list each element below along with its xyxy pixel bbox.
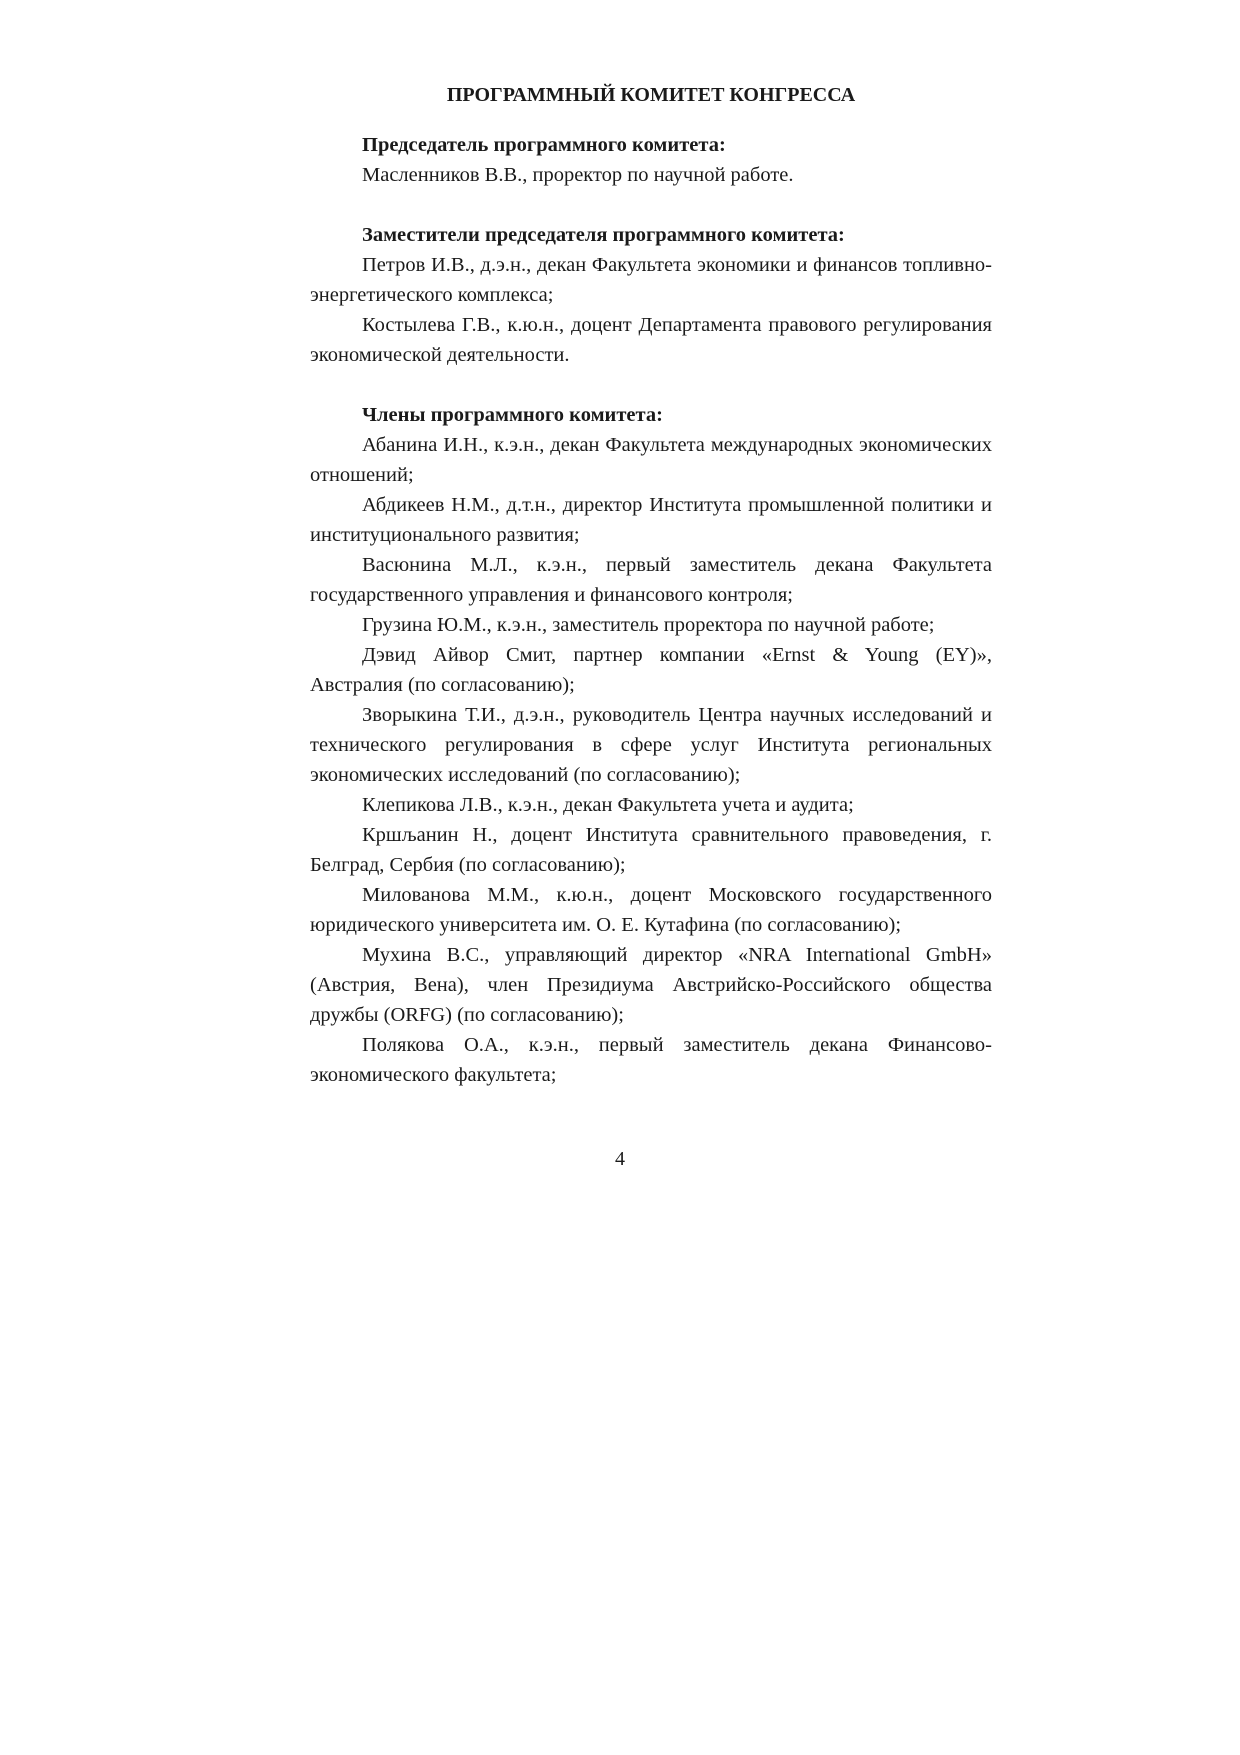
members-section [310, 400, 992, 1090]
committee-member: Мухина В.С., управляющий директор «NRA International GmbH» (Австрия, Вена), член Президиума Австрийско-Российского общества дружбы (ORFG) (по согласованию); [310, 944, 992, 1026]
committee-member: Кршљанин Н., доцент Института сравнительного правоведения, г. Белград, Сербия (по согласованию); [310, 824, 992, 876]
chair-section [310, 130, 992, 190]
deputies-section [310, 220, 992, 370]
committee-member: Полякова О.А., к.э.н., первый заместитель декана Финансово-экономического факультета; [310, 1034, 992, 1086]
committee-member: Клепикова Л.В., к.э.н., декан Факультета учета и аудита; [362, 794, 854, 816]
committee-member: Васюнина М.Л., к.э.н., первый заместитель декана Факультета государственного управления и финансового контроля; [310, 554, 992, 606]
committee-member: Милованова М.М., к.ю.н., доцент Московского государственного юридического университета им. О. Е. Кутафина (по согласованию); [310, 884, 992, 936]
committee-member: Грузина Ю.М., к.э.н., заместитель проректора по научной работе; [362, 614, 935, 636]
page-number: 4 [615, 1148, 625, 1170]
committee-member: Абанина И.Н., к.э.н., декан Факультета международных экономических отношений; [310, 434, 992, 486]
deputy-member: Петров И.В., д.э.н., декан Факультета экономики и финансов топливно-энергетического комплекса; [310, 254, 992, 306]
deputies-heading: Заместители председателя программного комитета: [362, 224, 845, 246]
spacer [310, 190, 992, 220]
deputy-member: Костылева Г.В., к.ю.н., доцент Департамента правового регулирования экономической деятельности. [310, 314, 992, 366]
page-content [310, 80, 992, 1090]
members-heading: Члены программного комитета: [362, 404, 663, 426]
committee-member: Зворыкина Т.И., д.э.н., руководитель Центра научных исследований и технического регулирования в сфере услуг Института региональных экономических исследований (по согласованию); [310, 704, 992, 786]
chair-heading: Председатель программного комитета: [362, 134, 726, 156]
committee-member: Дэвид Айвор Смит, партнер компании «Ernst & Young (EY)», Австралия (по согласованию); [310, 644, 992, 696]
spacer [310, 370, 992, 400]
chair-member: Масленников В.В., проректор по научной работе. [362, 164, 794, 186]
page-title: ПРОГРАММНЫЙ КОМИТЕТ КОНГРЕССА [446, 84, 856, 106]
committee-member: Абдикеев Н.М., д.т.н., директор Института промышленной политики и институционального развития; [310, 494, 992, 546]
